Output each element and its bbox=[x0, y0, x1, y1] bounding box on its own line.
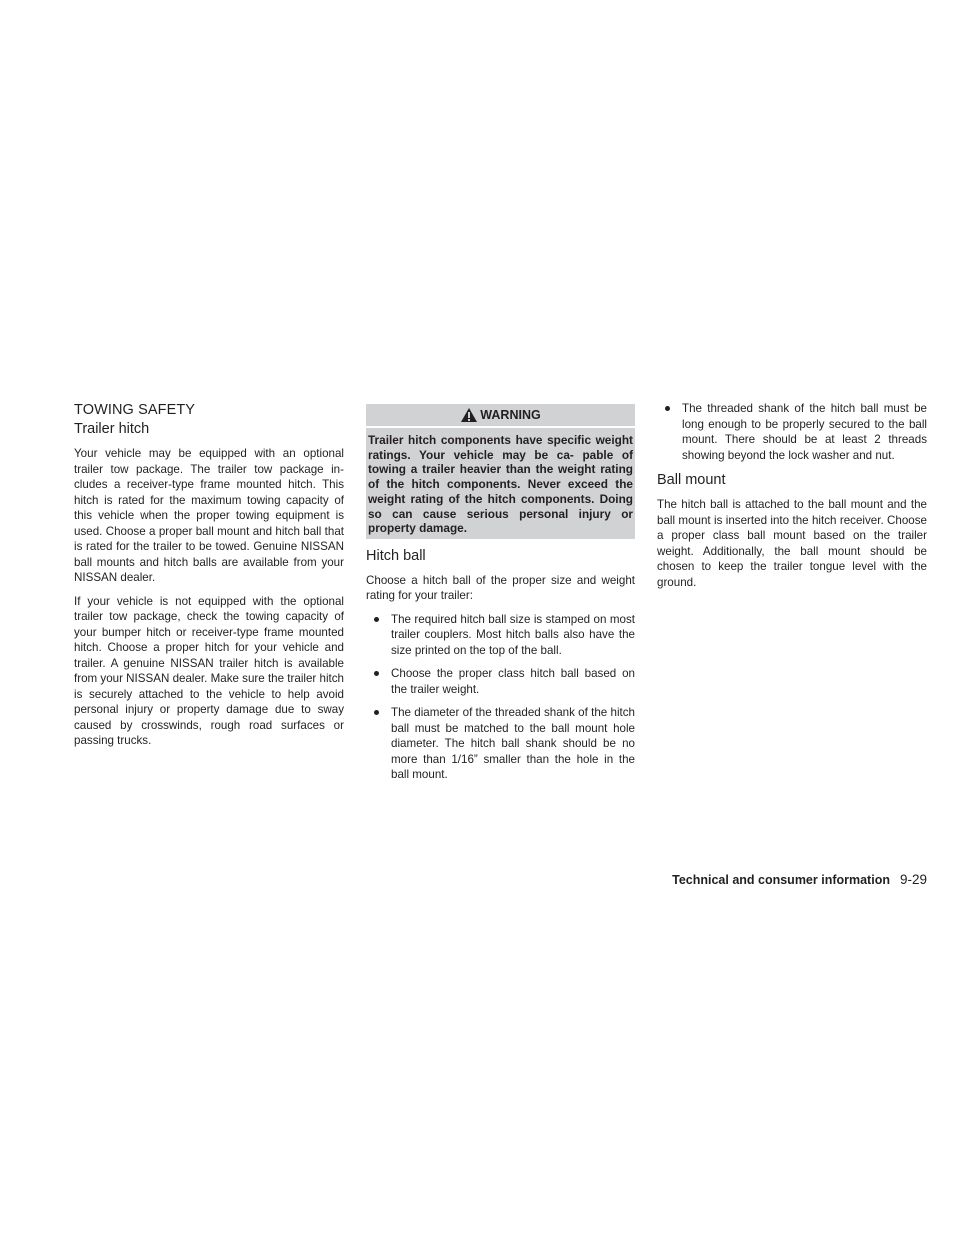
list-item-text: The diameter of the threaded shank of the hitch ball must be matched to the ball mount hole diameter. The hitch ball shank should be no more than 1/16” smaller than the hole in the ball mount. bbox=[391, 706, 635, 782]
paragraph: If your vehicle is not equipped with the optional trailer tow package, check the towing capacity of your bumper hitch or receiver-type frame mounted hitch. Choose a proper hitch for your vehicle and trailer. A genuine NISSAN trailer hitch is available from your NISSAN dealer. Make sure the trailer hitch is securely attached to the vehicle to help avoid personal injury or property damage due to sway caused by crosswinds, rough road surfaces or passing trucks. bbox=[74, 594, 344, 747]
subheading-ball-mount: Ball mount bbox=[657, 472, 726, 488]
bullet-list bbox=[657, 401, 927, 463]
list-item-text: The threaded shank of the hitch ball must be long enough to be properly secured to the ball mount. There should be at least 2 threads showing beyond the lock washer and nut. bbox=[682, 402, 927, 462]
bullet-icon bbox=[374, 710, 379, 715]
left-column bbox=[74, 401, 344, 757]
bullet-icon bbox=[374, 617, 379, 622]
warning-box bbox=[366, 404, 635, 539]
list-item-text: Choose the proper class hitch ball based on the trailer weight. bbox=[391, 667, 635, 696]
paragraph: The hitch ball is attached to the ball mount and the ball mount is inserted into the hitch receiver. Choose a proper class ball mount based on the trailer weight. Additionally, the ball mount should be chosen to keep the trailer tongue level with the ground. bbox=[657, 498, 927, 589]
paragraph: Choose a hitch ball of the proper size and weight rating for your trailer: bbox=[366, 573, 635, 603]
right-column bbox=[657, 401, 927, 598]
list-item-text: The required hitch ball size is stamped on most trailer couplers. Most hitch balls also have the size printed on the top of the ball. bbox=[391, 612, 635, 657]
list-item bbox=[366, 705, 635, 783]
paragraph: Your vehicle may be equipped with an optional trailer tow package. The trailer tow package in- cludes a receiver-type frame mounted hitch. This hitch is rated for the maximum towing capacity of this vehicle when the proper towing equipment is used. Choose a proper ball mount and hitch ball that is rated for the trailer to be towed. Genuine NISSAN ball mounts and hitch balls are available from your NISSAN dealer. bbox=[74, 447, 344, 584]
warning-triangle-icon bbox=[460, 407, 478, 423]
list-item bbox=[366, 666, 635, 697]
warning-text: Trailer hitch components have specific weight ratings. Your vehicle may be ca- pable of towing a trailer heavier than the weight rating of the hitch components. Never exceed the weight rating of the hitch components. Doing so can cause serious personal injury or property damage. bbox=[368, 433, 633, 536]
footer-section-title: Technical and consumer information bbox=[672, 873, 890, 887]
bullet-list bbox=[366, 612, 635, 783]
bullet-icon bbox=[374, 671, 379, 676]
subheading-hitch-ball: Hitch ball bbox=[366, 547, 426, 564]
list-item bbox=[366, 612, 635, 659]
section-title: TOWING SAFETY bbox=[74, 402, 196, 418]
warning-header bbox=[366, 404, 635, 428]
bullet-icon bbox=[665, 406, 670, 411]
middle-column bbox=[366, 401, 635, 791]
list-item bbox=[657, 401, 927, 463]
warning-label: WARNING bbox=[480, 408, 541, 422]
page-number: 9-29 bbox=[899, 872, 927, 887]
page-footer bbox=[672, 872, 927, 888]
subheading-trailer-hitch: Trailer hitch bbox=[74, 421, 150, 437]
